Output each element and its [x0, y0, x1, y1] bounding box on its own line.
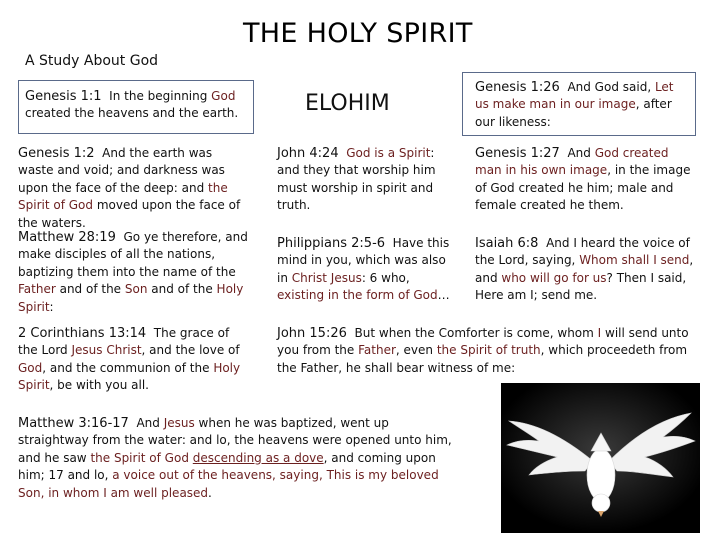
verse-text: But when the Comforter is come, whom: [354, 326, 598, 340]
verse-text: :: [49, 299, 54, 314]
verse-highlight: Holy Spirit: [18, 282, 244, 314]
verse-ref: John 4:24: [277, 146, 339, 161]
verse-highlight: God is a Spirit: [346, 146, 431, 160]
verse-2-corinthians-13-14: [18, 325, 252, 395]
verse-text: And the earth was waste and void; and darkness was upon the face of the deep: and: [18, 146, 225, 195]
verse-ref: John 15:26: [277, 326, 347, 341]
verse-highlight: the Spirit of God: [18, 180, 228, 213]
verse-highlight: God: [211, 89, 236, 103]
page-title: THE HOLY SPIRIT: [243, 18, 473, 49]
verse-text: , and the love of: [141, 343, 240, 358]
verse-highlight: I: [597, 326, 602, 340]
verse-highlight: Christ Jesus: [291, 270, 362, 285]
verse-ref: Matthew 28:19: [18, 230, 116, 245]
verse-highlight: Jesus Christ: [71, 343, 142, 358]
verse-highlight: descending as a dove: [192, 450, 324, 465]
subtitle: A Study About God: [25, 53, 159, 69]
verse-highlight: Father: [18, 282, 56, 297]
verse-text: and of the: [55, 282, 125, 297]
verse-highlight: God created man in his own image: [475, 146, 669, 178]
verse-highlight: the Spirit of God: [90, 450, 189, 465]
verse-highlight: Let us make man in our image: [475, 80, 674, 112]
verse-text: : and they that worship him must worship in spirit and truth.: [277, 146, 436, 213]
verse-ref: Genesis 1:2: [18, 146, 95, 161]
verse-text: moved upon the face of the waters.: [18, 198, 241, 230]
verse-text: : 6 who,: [361, 270, 410, 285]
verse-highlight: who will go for us: [501, 270, 607, 285]
verse-text: In the beginning: [109, 89, 212, 103]
verse-text: Go ye therefore, and make disciples of all the nations, baptizing them into the name of the: [18, 230, 248, 279]
verse-highlight: God: [18, 360, 43, 375]
verse-text: when he was baptized, went up straightway from the water: and lo, the heavens were opened unto him, and he saw: [18, 416, 452, 465]
verse-text: Have this mind in you, which was also in: [277, 236, 450, 285]
verse-text: .: [208, 485, 212, 500]
verse-ref: Genesis 1:26: [475, 80, 560, 95]
verse-genesis-1-2: [18, 145, 250, 232]
verse-text: ? Then I said, Here am I; send me.: [475, 270, 687, 303]
verse-ref: Genesis 1:1: [25, 89, 102, 104]
verse-text: And: [567, 146, 595, 160]
verse-ref: 2 Corinthians 13:14: [18, 326, 147, 341]
verse-highlight: Father: [358, 343, 396, 358]
verse-text: , be with you all.: [49, 378, 149, 393]
verse-highlight: Holy Spirit: [18, 360, 241, 393]
verse-philippians-2-5: [277, 235, 457, 305]
verse-text: …: [437, 288, 450, 303]
verse-text: The grace of the Lord: [18, 326, 230, 358]
verse-highlight: existing in the form of God: [277, 288, 438, 303]
verse-ref: Genesis 1:27: [475, 146, 560, 161]
verse-genesis-1-27: [475, 145, 697, 215]
verse-highlight: Whom shall I send: [579, 253, 690, 268]
dove-image: [501, 383, 700, 533]
elohim-heading: ELOHIM: [305, 91, 390, 116]
verse-isaiah-6-8: [475, 235, 697, 305]
verse-genesis-1-1: [25, 88, 251, 123]
verse-text: And God said,: [567, 80, 655, 94]
verse-matthew-28-19: [18, 229, 250, 316]
verse-john-4-24: [277, 145, 455, 215]
verse-highlight: Jesus: [163, 416, 195, 430]
verse-text: created the heavens and the earth.: [25, 106, 239, 121]
verse-highlight: the Spirit of truth: [436, 343, 541, 358]
dove-icon: [501, 383, 700, 533]
verse-text: , even: [395, 343, 437, 358]
verse-ref: Matthew 3:16-17: [18, 416, 129, 431]
verse-text: will send unto you from the: [277, 326, 689, 358]
verse-text: , and the communion of the: [42, 360, 214, 375]
verse-text: , which proceedeth from the Father, he shall bear witness of me:: [277, 343, 688, 375]
verse-ref: Isaiah 6:8: [475, 236, 539, 251]
verse-text: , and coming upon him; 17 and lo,: [18, 450, 436, 483]
verse-text: and of the: [147, 282, 217, 297]
verse-text: , after our likeness:: [475, 97, 672, 129]
verse-john-15-26: [277, 325, 697, 377]
verse-matthew-3-16: [18, 415, 458, 502]
verse-ref: Philippians 2:5-6: [277, 236, 386, 251]
verse-text: , and: [475, 253, 694, 285]
verse-text: , in the image of God created he him; male and female created he them.: [475, 163, 691, 213]
verse-highlight: Son: [124, 282, 148, 297]
verse-text: And: [136, 416, 164, 430]
verse-highlight: a voice out of the heavens, saying, This is my beloved Son, in whom I am well pleased: [18, 468, 439, 500]
verse-text: And I heard the voice of the Lord, saying,: [475, 236, 690, 268]
verse-genesis-1-26: [475, 79, 687, 131]
